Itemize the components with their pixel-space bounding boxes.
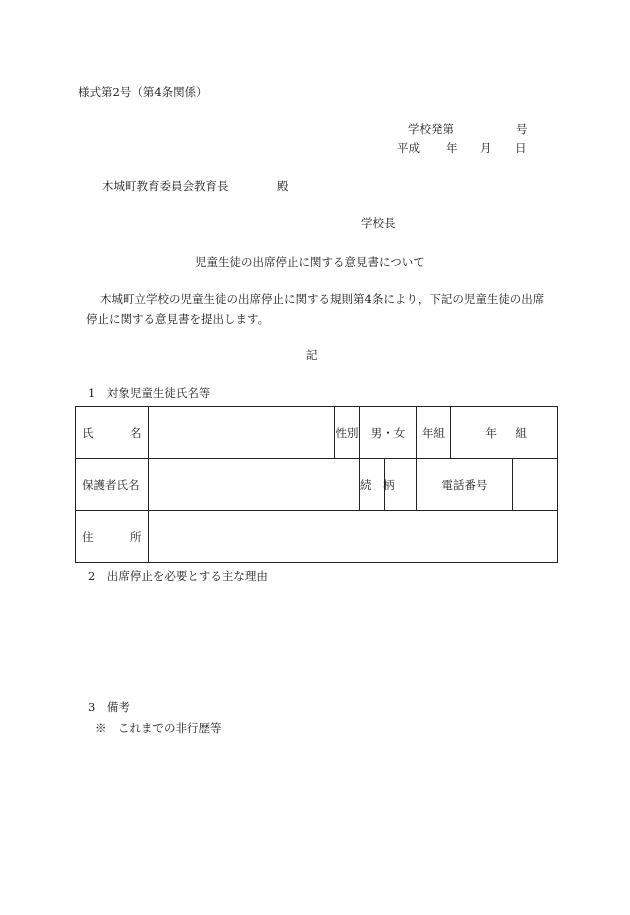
ki-heading: 記 bbox=[306, 348, 318, 362]
name-field[interactable] bbox=[149, 407, 335, 459]
honorific: 殿 bbox=[277, 179, 289, 193]
issue-number-label: 学校発第 bbox=[408, 122, 454, 136]
section-2-heading: 2 出席停止を必要とする主な理由 bbox=[88, 569, 268, 583]
grade-class-label: 組 bbox=[515, 425, 527, 440]
address-field[interactable] bbox=[149, 511, 558, 563]
issue-number-suffix: 号 bbox=[516, 122, 528, 136]
section-1-heading: 1 対象児童生徒氏名等 bbox=[88, 386, 211, 400]
date-era: 平成 bbox=[397, 141, 420, 155]
grade-field[interactable] bbox=[451, 407, 558, 459]
guardian-label: 保護者氏名 bbox=[76, 459, 149, 511]
phone-field[interactable] bbox=[513, 459, 558, 511]
grade-year-label: 年 bbox=[485, 425, 497, 440]
table-row-guardian bbox=[76, 459, 558, 511]
addressee: 木城町教育委員会教育長 bbox=[102, 179, 229, 193]
sex-options[interactable]: 男・女 bbox=[360, 407, 417, 459]
date-month-label: 月 bbox=[480, 141, 492, 155]
sex-label: 性別 bbox=[335, 407, 360, 459]
document-subject: 児童生徒の出席停止に関する意見書について bbox=[195, 255, 425, 269]
relation-label: 続 柄 bbox=[360, 459, 385, 511]
section-3-heading: 3 備考 bbox=[88, 700, 130, 714]
body-text-line-2: 停止に関する意見書を提出します。 bbox=[86, 312, 270, 326]
date-year-label: 年 bbox=[446, 141, 458, 155]
table-row-address bbox=[76, 511, 558, 563]
phone-label: 電話番号 bbox=[417, 459, 513, 511]
remarks-note: ※ これまでの非行歴等 bbox=[95, 721, 222, 735]
body-text-line-1: 木城町立学校の児童生徒の出席停止に関する規則第4条により，下記の児童生徒の出席 bbox=[100, 292, 545, 306]
grade-label: 年組 bbox=[417, 407, 451, 459]
table-row-name bbox=[76, 407, 558, 459]
name-label: 氏 名 bbox=[76, 407, 149, 459]
sender: 学校長 bbox=[361, 216, 396, 230]
form-number: 様式第2号（第4条関係） bbox=[78, 85, 208, 99]
date-day-label: 日 bbox=[515, 141, 527, 155]
student-info-table bbox=[75, 406, 558, 563]
guardian-field[interactable] bbox=[149, 459, 360, 511]
address-label: 住 所 bbox=[76, 511, 149, 563]
